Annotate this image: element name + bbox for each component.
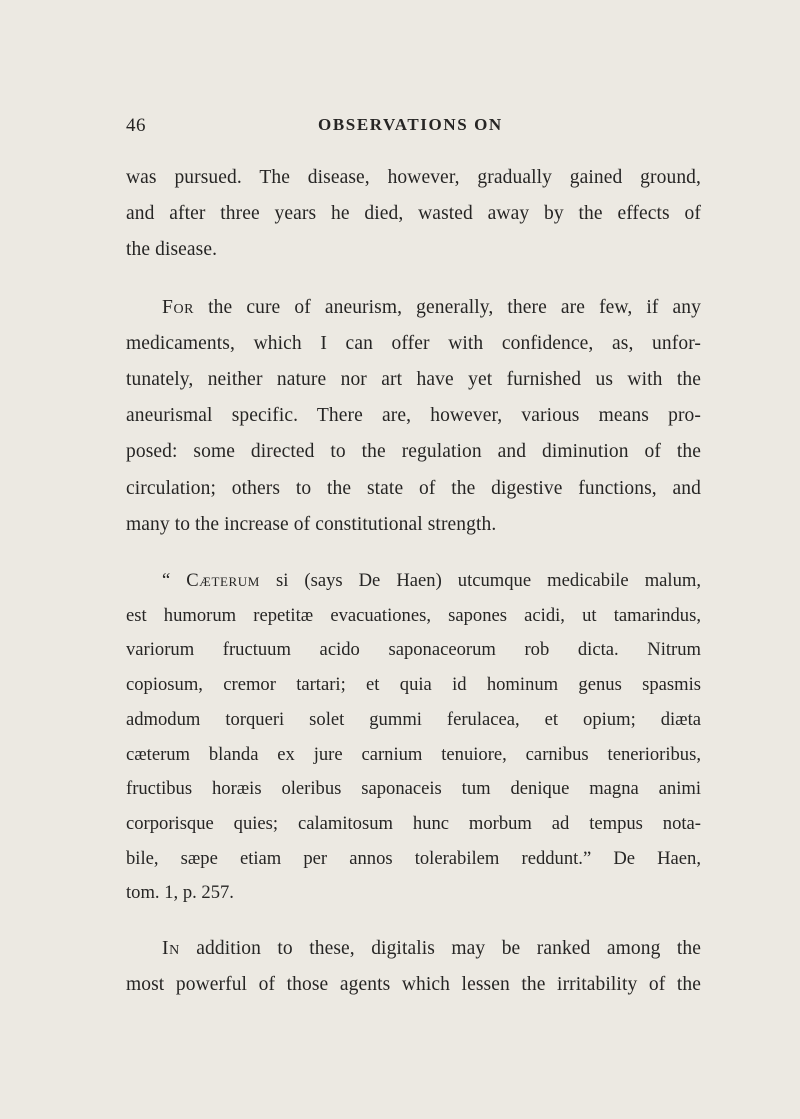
paragraph-digitalis	[126, 931, 701, 1003]
text-line: cæterum blanda ex jure carnium tenuiore, carnibus tenerioribus,	[126, 743, 701, 765]
text-line: and after three years he died, wasted away by the effects of	[126, 203, 701, 225]
text-line: the disease.	[126, 239, 218, 261]
body-text	[126, 160, 701, 1003]
text-line: fructibus horæis oleribus saponaceis tum denique magna animi	[126, 778, 701, 800]
text-line: tom. 1, p. 257.	[126, 882, 234, 904]
text-line: many to the increase of constitutional strength.	[126, 513, 497, 535]
line-text: the cure of aneurism, generally, there are few, if any	[194, 296, 701, 318]
lead-word: For	[162, 296, 195, 318]
line-text: si (says De Haen) utcumque medicabile malum,	[259, 570, 701, 592]
text-line	[126, 931, 701, 967]
text-line: medicaments, which I can offer with confidence, as, unfor-	[126, 332, 701, 354]
text-line: tunately, neither nature nor art have yet furnished us with the	[126, 369, 701, 391]
paragraph-gap	[126, 911, 701, 931]
text-line: corporisque quies; calamitosum hunc morbum ad tempus nota-	[126, 812, 701, 834]
text-line: admodum torqueri solet gummi ferulacea, et opium; diæta	[126, 708, 701, 730]
text-line: circulation; others to the state of the digestive functions, and	[126, 477, 701, 499]
lead-word: Cæterum	[186, 570, 260, 592]
text-line: variorum fructuum acido saponaceorum rob dicta. Nitrum	[126, 639, 701, 661]
text-line: bile, sæpe etiam per annos tolerabilem reddunt.” De Haen,	[126, 847, 701, 869]
page-number: 46	[126, 115, 146, 136]
page-header	[126, 115, 696, 143]
text-line: most powerful of those agents which lessen the irritability of the	[126, 974, 701, 996]
line-text: addition to these, digitalis may be ranked among the	[179, 938, 701, 960]
text-line	[126, 290, 701, 326]
text-line: copiosum, cremor tartari; et quia id hominum genus spasmis	[126, 674, 701, 696]
opening-quote: “	[162, 570, 187, 592]
paragraph-latin-quotation	[126, 564, 701, 911]
paragraph-continuation	[126, 160, 701, 269]
lead-word: In	[162, 938, 180, 960]
paragraph-gap	[126, 269, 701, 290]
text-line: aneurismal specific. There are, however, various means pro-	[126, 405, 701, 427]
running-head: OBSERVATIONS ON	[318, 115, 503, 134]
paragraph-aneurism-cure	[126, 290, 701, 543]
text-line	[126, 564, 701, 599]
text-line: posed: some directed to the regulation and diminution of the	[126, 441, 701, 463]
text-line: est humorum repetitæ evacuationes, sapones acidi, ut tamarindus,	[126, 604, 701, 626]
text-line: was pursued. The disease, however, gradually gained ground,	[126, 167, 701, 188]
paragraph-gap	[126, 543, 701, 564]
